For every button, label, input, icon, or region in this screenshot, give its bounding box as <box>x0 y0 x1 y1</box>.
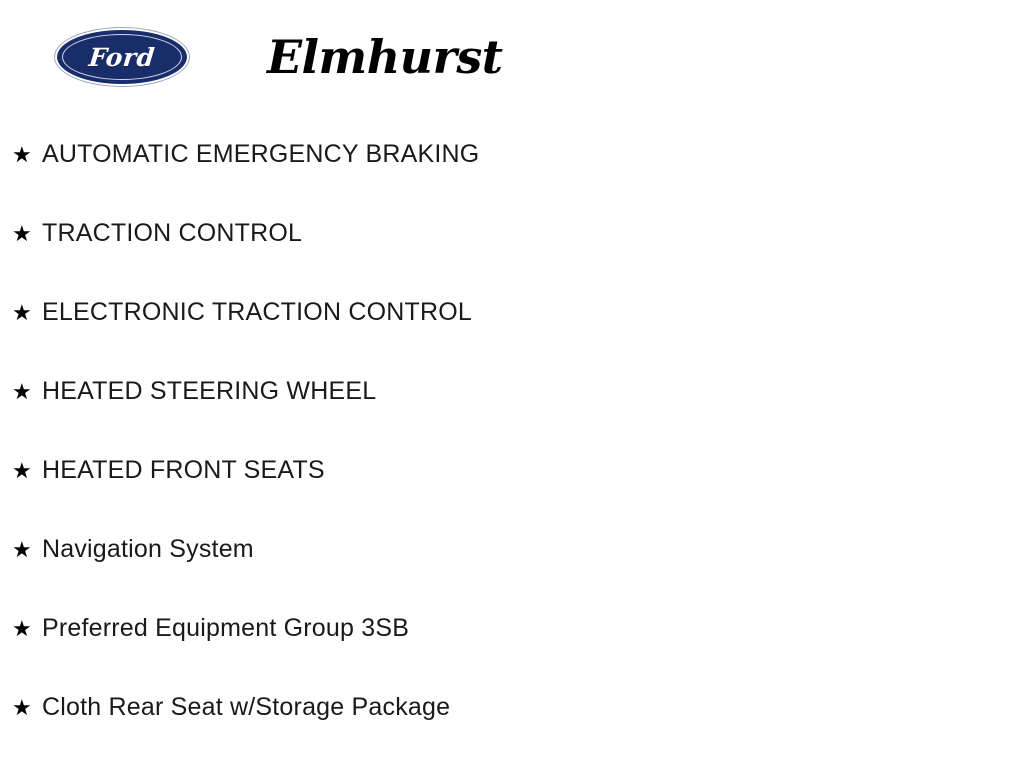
list-item <box>0 535 1024 614</box>
vehicle-feature-list <box>0 140 1024 772</box>
dealer-header <box>55 28 502 86</box>
feature-label: HEATED STEERING WHEEL <box>42 377 377 405</box>
star-bullet-icon: ★ <box>12 537 32 562</box>
list-item <box>0 693 1024 772</box>
list-item <box>0 614 1024 693</box>
feature-label: Preferred Equipment Group 3SB <box>42 614 410 642</box>
star-bullet-icon: ★ <box>12 221 32 246</box>
feature-label: AUTOMATIC EMERGENCY BRAKING <box>42 140 480 168</box>
star-bullet-icon: ★ <box>12 458 32 483</box>
list-item <box>0 298 1024 377</box>
list-item <box>0 377 1024 456</box>
feature-label: HEATED FRONT SEATS <box>42 456 325 484</box>
feature-label: ELECTRONIC TRACTION CONTROL <box>42 298 472 326</box>
star-bullet-icon: ★ <box>12 142 32 167</box>
ford-logo-text: Ford <box>87 42 157 72</box>
star-bullet-icon: ★ <box>12 300 32 325</box>
list-item <box>0 456 1024 535</box>
feature-label: Navigation System <box>42 535 254 563</box>
dealer-name: Elmhurst <box>267 30 503 84</box>
feature-label: Cloth Rear Seat w/Storage Package <box>42 693 451 721</box>
ford-logo-icon <box>55 28 189 86</box>
list-item <box>0 219 1024 298</box>
list-item <box>0 140 1024 219</box>
star-bullet-icon: ★ <box>12 695 32 720</box>
feature-label: TRACTION CONTROL <box>42 219 303 247</box>
star-bullet-icon: ★ <box>12 616 32 641</box>
star-bullet-icon: ★ <box>12 379 32 404</box>
